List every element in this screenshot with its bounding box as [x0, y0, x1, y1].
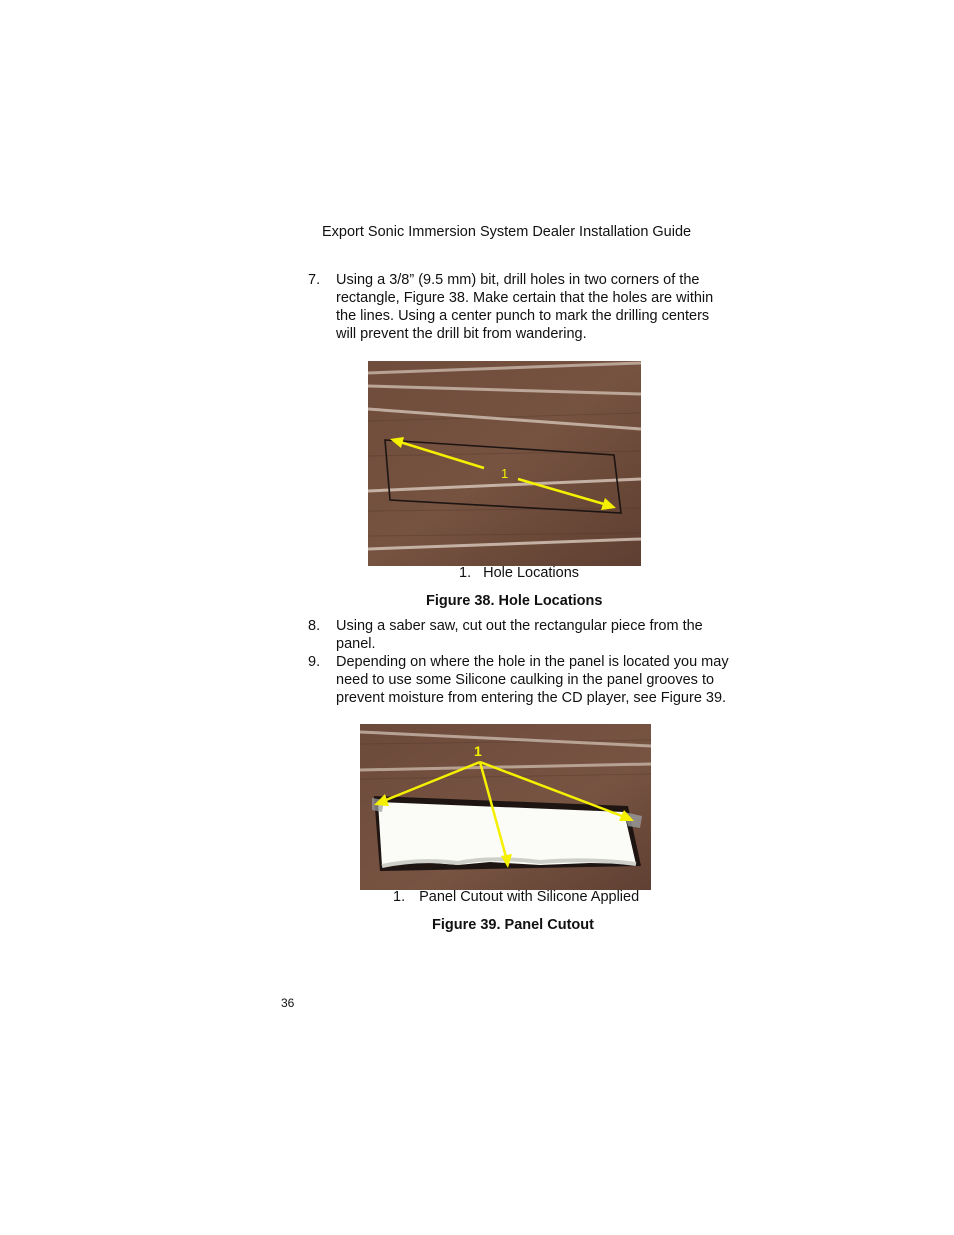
- step-line: need to use some Silicone caulking in the panel grooves to: [336, 672, 715, 688]
- step-8: [308, 617, 748, 653]
- figure-38-image: [368, 361, 641, 566]
- step-text: [336, 653, 729, 707]
- step-line: Depending on where the hole in the panel is located you may: [336, 654, 729, 670]
- step-number: 9.: [308, 654, 321, 670]
- figure-39-callout-number: 1: [474, 743, 482, 759]
- running-header: Export Sonic Immersion System Dealer Installation Guide: [322, 224, 692, 240]
- page-number: 36: [281, 996, 295, 1010]
- step-9: [308, 653, 748, 709]
- step-line: Using a saber saw, cut out the rectangular piece from the: [336, 618, 703, 634]
- step-number: 8.: [308, 618, 321, 634]
- step-line: prevent moisture from entering the CD player, see Figure 39.: [336, 690, 727, 706]
- figure-38-title: Figure 38. Hole Locations: [426, 593, 603, 609]
- legend-number: 1.: [459, 565, 472, 581]
- step-line: Using a 3/8” (9.5 mm) bit, drill holes in two corners of the: [336, 272, 700, 288]
- step-line: panel.: [336, 636, 376, 652]
- figure-38-callout-number: 1: [501, 466, 509, 481]
- step-7: [308, 271, 748, 345]
- legend-text: Hole Locations: [483, 565, 580, 581]
- legend-text: Panel Cutout with Silicone Applied: [419, 889, 640, 905]
- step-number: 7.: [308, 272, 321, 288]
- step-line: will prevent the drill bit from wandering.: [336, 326, 587, 342]
- figure-39-title: Figure 39. Panel Cutout: [432, 917, 594, 933]
- figure-39-image: [360, 724, 651, 890]
- step-line: the lines. Using a center punch to mark the drilling centers: [336, 308, 710, 324]
- step-text: [336, 617, 703, 653]
- figure-39-photo: [360, 724, 651, 890]
- legend-number: 1.: [393, 889, 406, 905]
- figure-38-legend: [459, 565, 579, 581]
- step-line: rectangle, Figure 38. Make certain that the holes are within: [336, 290, 714, 306]
- figure-39-legend: [393, 889, 639, 905]
- step-text: [336, 271, 713, 343]
- figure-38-photo: [368, 361, 641, 566]
